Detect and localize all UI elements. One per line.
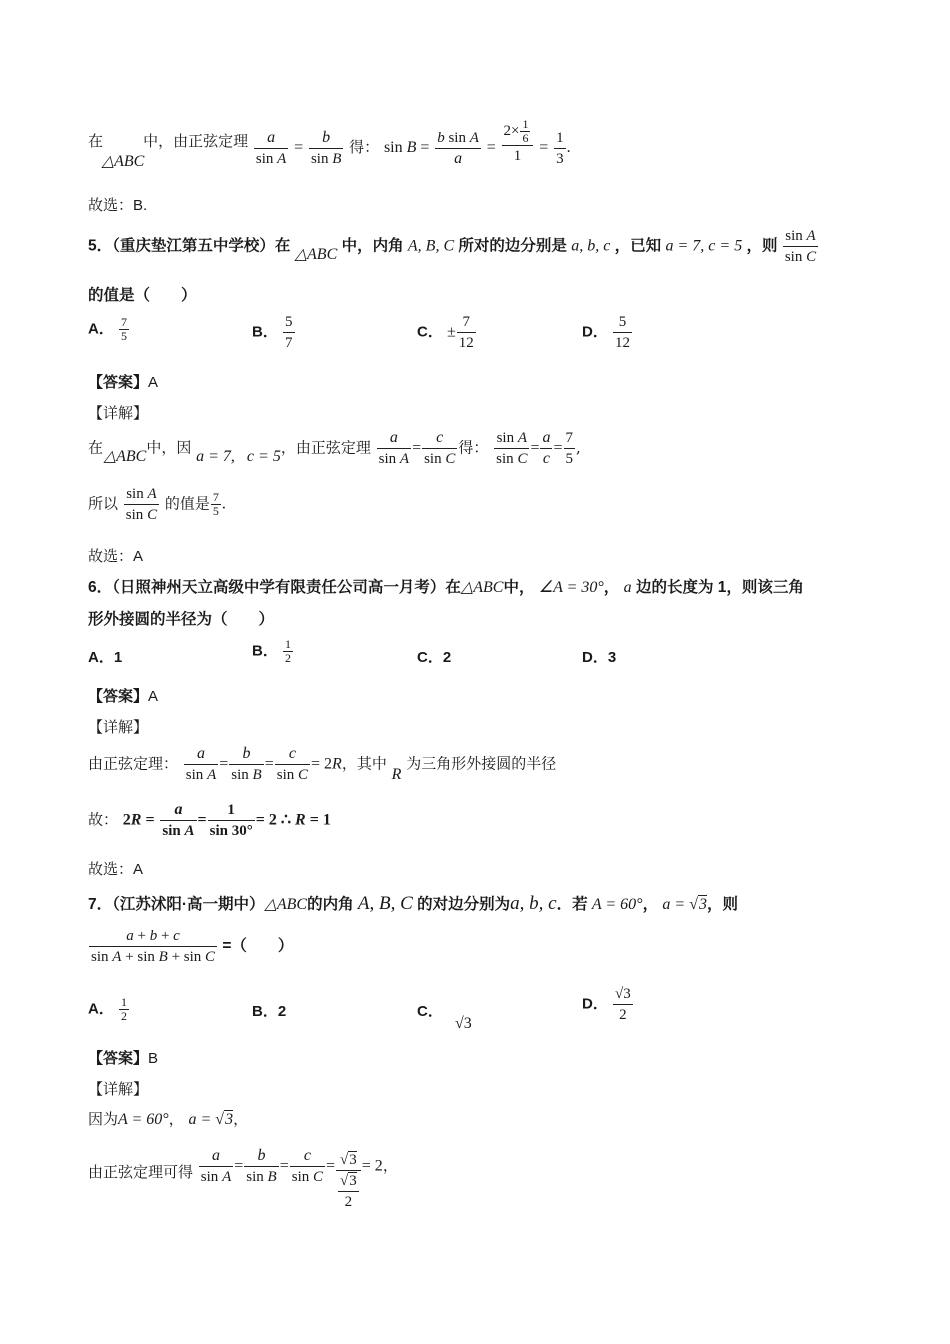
q6-option-b-label: B． (252, 642, 278, 660)
q6-sol2-result: = 2 ∴ R = 1 (255, 811, 331, 829)
triangle-label: △ABC (101, 153, 145, 170)
formula-one-third: $\frac{1}{3}$ (556, 129, 564, 167)
q5-answer-label: 【答案】 (88, 374, 149, 391)
q5-option-b-label: B． (252, 323, 278, 341)
q7-sol1-b: ， (168, 1110, 184, 1128)
q6-text-c: ， (603, 579, 620, 596)
q7-option-b-value: 2 (277, 1003, 287, 1020)
q7-triangle: △ABC (264, 896, 308, 913)
q7-stem-line1 (88, 892, 870, 915)
q6-option-b[interactable] (252, 638, 294, 665)
q7-option-a-label: A． (88, 1000, 114, 1018)
q5-text-e: ，则 (746, 237, 778, 255)
q5-sol2-sinA-over-sinC: $\frac{\text{sin A}}{\text{sin C}}$ (125, 486, 158, 523)
q5-option-d[interactable] (582, 312, 633, 353)
q6-sol2-a: 故： (88, 810, 119, 829)
formula-a-over-sinA: $\frac{a}{\text{sin A}}$ (255, 128, 287, 167)
q5-source: （重庆垫江第五中学校） (112, 237, 275, 255)
q6-answer (88, 685, 870, 706)
q5-option-a-label: A． (88, 320, 114, 338)
q7-text-b: 的对边分别为 (417, 896, 511, 913)
q5-sol2-seven-fifths: $\frac{7}{5}$ (212, 490, 219, 518)
q6-option-d[interactable] (582, 646, 616, 667)
q7-answer (88, 1047, 870, 1068)
q7-option-c-value: √3 (455, 1015, 472, 1032)
q6-answer-label: 【答案】 (88, 688, 149, 705)
q7-stem-line2 (88, 926, 870, 967)
q6-triangle: △ABC (460, 579, 504, 596)
q7-text-f: =（ ） (222, 937, 294, 955)
q6-stem-line2: 形外接圆的半径为（ ） (88, 611, 275, 628)
q5-text-d: ，已知 (614, 237, 662, 255)
q6-solution-line1: 由正弦定理： $\frac{a}{\text{sin A}}$ = $\frac{b}{\text{sin B}}$ = $\frac{c}{\text{sin C}}$ = 2R，其中 R 为三角形外接圆的半径 (88, 745, 557, 783)
q5-option-b-value: $\frac{5}{7}$ (285, 314, 293, 351)
q5-sol1-a-over-sinA: $\frac{a}{\text{sin A}}$ (378, 429, 410, 467)
q6-option-c-value: 2 (442, 649, 452, 666)
q6-sol1-b: ，其中 (341, 754, 387, 773)
q7-answer-value: B (148, 1050, 159, 1067)
q6-sol2-one-over-sin30: $\frac{1}{\sin 30^\circ}$ (209, 802, 253, 839)
q5-sol2-a: 所以 (88, 494, 119, 513)
q5-sol1-b: 中，因 (146, 438, 192, 457)
formula-b-over-sinB: $\frac{b}{\text{sin B}}$ (310, 128, 342, 167)
q5-sol1-triangle: △ABC (103, 447, 147, 465)
q6-solution-line2: 故： 2R = $\frac{a}{\text{sin A}}$ = $\frac{1}{\sin 30^\circ}$ = 2 ∴ R = 1 (88, 801, 331, 839)
q5-solution-line2: 所以 $\frac{\text{sin A}}{\text{sin C}}$ 的值是 $\frac{7}{5}$ . (88, 486, 226, 523)
q7-sol2-a: 由正弦定理可得 (88, 1162, 194, 1181)
q7-stem-fraction: $\frac{a + b + c}{\text{sin A + sin B + sin C}}$ (91, 928, 216, 965)
q7-given-a: a = √3 (662, 896, 707, 913)
q5-angles: A, B, C (407, 237, 455, 255)
q5-option-c-value: $\frac{7}{12}$ (458, 314, 474, 351)
q7-option-c-label: C． (417, 1003, 443, 1020)
q5-option-c[interactable] (417, 312, 477, 353)
q7-sol2-b-over-sinB: $\frac{b}{\text{sin B}}$ (246, 1147, 277, 1185)
q5-sol1-c-over-sinC: $\frac{c}{\text{sin C}}$ (424, 429, 456, 467)
q5-sol1-d: 得： (458, 438, 489, 457)
q5-text-b: 中，内角 (341, 237, 404, 255)
q5-closing: 故选：A (88, 548, 144, 565)
q6-answer-value: A (148, 688, 159, 705)
q5-given: a = 7, c = 5 (665, 237, 743, 255)
q6-option-d-label: D． (582, 649, 608, 666)
q7-sol1-c: ， (233, 1110, 249, 1128)
q6-text-b: 中， (503, 579, 535, 596)
q7-given-A: A = 60° (591, 896, 643, 913)
q5-solution-line1: 在 △ABC中，因 a = 7, c = 5，由正弦定理 $\frac{a}{\text{sin A}}$ = $\frac{c}{\text{sin C}}$ 得： $\frac{\text{sin A}}{\text{sin C}}$ = $\frac{a}{c}$ = $\frac{7}{5}$ , (88, 429, 581, 467)
q6-option-d-value: 3 (607, 649, 617, 666)
q6-sol2-formula-start: 2R = (122, 811, 155, 829)
prev-solution-mid: 中，由正弦定理 (143, 132, 249, 150)
q5-detail-label: 【详解】 (88, 405, 149, 422)
q6-number: 6． (88, 579, 113, 596)
prev-solution-prefix: 在 (88, 132, 104, 150)
q6-source: （日照神州天立高级中学有限责任公司高一月考） (112, 579, 446, 596)
formula-sinB: sin B = (383, 139, 430, 156)
q7-sol2-root3-over-root3-half: $\frac{√3}{\frac{√3}{2}}$ (336, 1150, 361, 1212)
q7-angles: A, B, C (357, 893, 413, 914)
q5-answer (88, 371, 870, 392)
q7-option-d-label: D． (582, 995, 608, 1013)
q7-option-a[interactable] (88, 996, 130, 1023)
prev-solution-closing: 故选：B. (88, 197, 148, 214)
q6-detail-label: 【详解】 (88, 719, 149, 736)
q5-stem-line2: 的值是（ ） (88, 287, 197, 304)
q6-text-d: 边的长度为 1，则该三角 (635, 579, 804, 596)
q5-triangle: △ABC (294, 245, 338, 263)
q5-number: 5． (88, 237, 113, 255)
q5-option-d-value: $\frac{5}{12}$ (615, 314, 631, 351)
q7-option-b-label: B． (252, 1003, 278, 1020)
q7-answer-label: 【答案】 (88, 1050, 149, 1067)
q5-sides: a, b, c (571, 237, 611, 255)
q7-option-a-value: $\frac{1}{2}$ (121, 995, 128, 1023)
q7-text-a: 的内角 (307, 896, 354, 913)
q6-option-a[interactable] (88, 646, 122, 667)
q6-option-c-label: C． (417, 649, 443, 666)
q7-sides: a, b, c (510, 893, 557, 914)
q6-sol2-a-over-sinA: $\frac{a}{\text{sin A}}$ (162, 801, 195, 839)
q6-sol1-c: 为三角形外接圆的半径 (406, 754, 557, 773)
q6-sol1-b-over-sinB: $\frac{b}{\text{sin B}}$ (231, 745, 262, 783)
q5-option-c-label: C． (417, 323, 443, 341)
q5-sol1-sinA-over-sinC: $\frac{\text{sin A}}{\text{sin C}}$ (496, 430, 528, 467)
q5-sol1-a-over-c: $\frac{a}{c}$ (542, 429, 551, 467)
q7-solution-line2: 由正弦定理可得 $\frac{a}{\text{sin A}}$ = $\frac{b}{\text{sin B}}$ = $\frac{c}{\text{sin C}}$ = $\frac{√3}{\frac{√3}{2}}$ = 2， (88, 1147, 398, 1210)
q5-option-b[interactable] (252, 312, 296, 353)
q5-option-a-value: $\frac{7}{5}$ (121, 315, 128, 343)
q5-answer-value: A (148, 374, 159, 391)
q5-sol1-given: a = 7, c = 5 (196, 447, 281, 465)
q5-option-d-label: D． (582, 323, 608, 341)
q6-closing: 故选：A (88, 861, 144, 878)
q5-option-a[interactable] (88, 316, 130, 343)
q5-option-c-sign: ± (447, 323, 456, 341)
formula-compound-fraction: 2× $\frac{1}{6}$ 1 (502, 118, 534, 166)
q7-option-d[interactable] (582, 984, 634, 1025)
prev-solution-get: 得： (349, 138, 380, 156)
q5-text-c: 所对的边分别是 (458, 237, 567, 255)
q6-side-a: a (623, 579, 632, 596)
q7-sol2-c-over-sinC: $\frac{c}{\text{sin C}}$ (291, 1147, 324, 1185)
q6-sol1-a: 由正弦定理： (88, 754, 179, 773)
q5-sol1-a: 在 (88, 438, 104, 457)
q7-text-c: ．若 (556, 896, 588, 913)
q5-stem-line1 (88, 226, 870, 267)
q7-sol1-a: a = √3 (188, 1111, 234, 1128)
q5-sol1-seven-fifths: $\frac{7}{5}$ (565, 430, 574, 467)
q6-option-a-value: 1 (113, 649, 123, 666)
q6-stem-line1 (88, 575, 870, 597)
q5-sinA-over-sinC: $\frac{\text{sin A}}{\text{sin C}}$ (784, 228, 817, 265)
q7-sol2-b: ， (382, 1156, 398, 1175)
q5-sol2-b: 的值是 (164, 494, 210, 513)
q7-number: 7． (88, 896, 113, 913)
prev-solution-line: 在 △ABC 中，由正弦定理 $\frac{a}{\text{sin A}}$ = $\frac{b}{\text{sin B}}$ 得： sin B = $\frac{\text{b sin A}}{a}$ = 2× $\frac{1}{6}$ 1 = $\frac{1}{3}$ . (88, 117, 571, 170)
q6-sol1-R: R (391, 765, 402, 783)
q7-option-c[interactable] (417, 1000, 472, 1032)
q6-option-a-label: A． (88, 649, 114, 666)
q5-sol1-c: ，由正弦定理 (280, 438, 371, 457)
q7-text-e: ，则 (706, 896, 738, 913)
q6-option-c[interactable] (417, 646, 451, 667)
q7-text-d: ， (642, 896, 659, 913)
q6-option-b-value: $\frac{1}{2}$ (285, 637, 292, 665)
q6-sol1-a-over-sinA: $\frac{a}{\text{sin A}}$ (185, 745, 217, 783)
q6-sol1-c-over-sinC: $\frac{c}{\text{sin C}}$ (276, 745, 309, 783)
q7-option-b[interactable] (252, 1000, 286, 1021)
q7-detail-label: 【详解】 (88, 1081, 149, 1098)
q7-sol2-a-over-sinA: $\frac{a}{\text{sin A}}$ (200, 1147, 232, 1185)
q7-solution-line1 (88, 1108, 870, 1129)
q6-angle: ∠A = 30° (538, 579, 604, 596)
q7-option-d-value: $\frac{√3}{2}$ (615, 986, 631, 1023)
formula-bsinA-over-a: $\frac{\text{b sin A}}{a}$ (437, 129, 479, 167)
q7-source: （江苏沭阳·高一期中） (112, 896, 265, 913)
q6-text-a: 在 (445, 579, 461, 596)
q7-sol1-A: A = 60° (118, 1111, 169, 1128)
q7-sol1-a: 因为 (88, 1110, 119, 1128)
q5-text-a: 在 (274, 237, 291, 255)
